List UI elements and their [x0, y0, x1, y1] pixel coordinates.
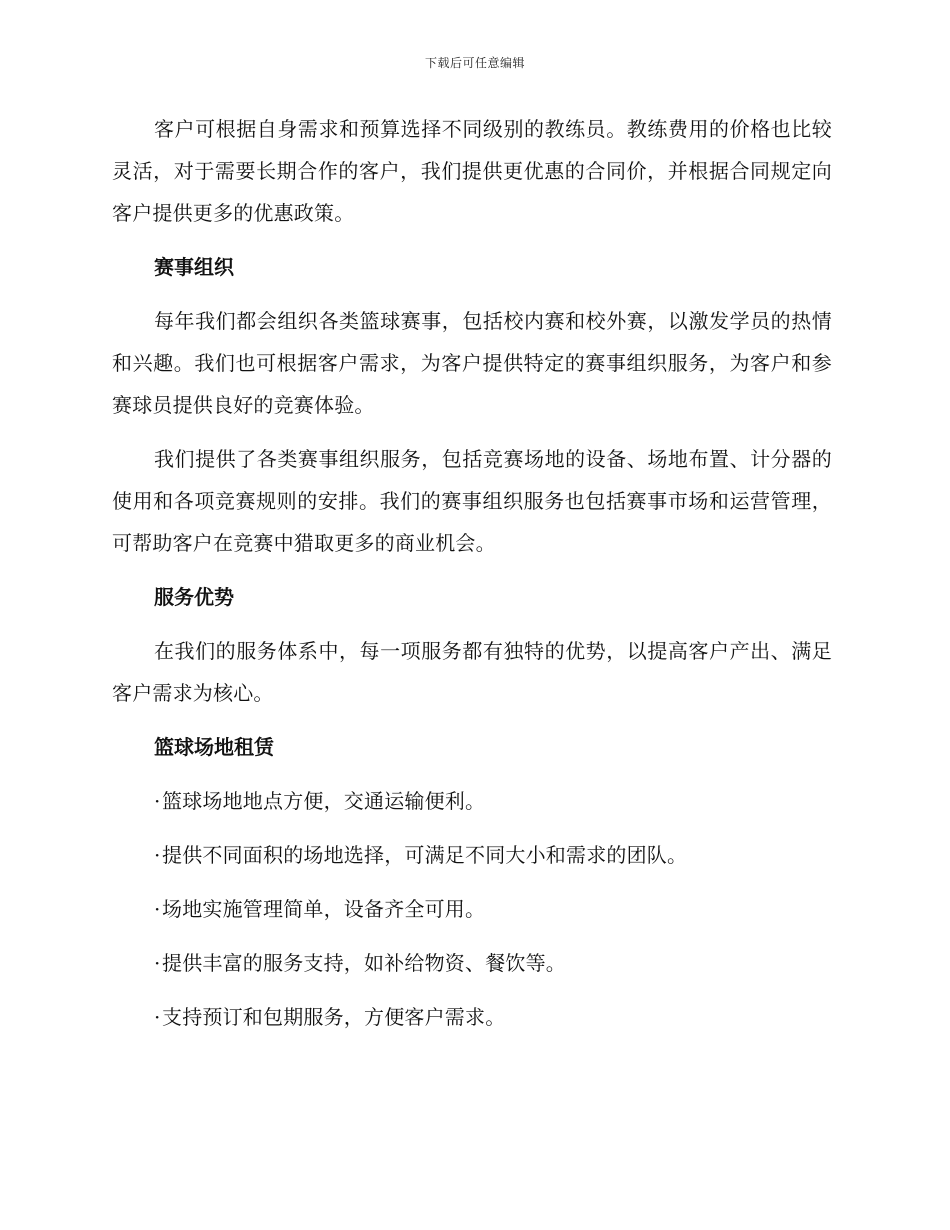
document-body — [112, 108, 832, 1050]
bullet-marker: · — [154, 1005, 161, 1029]
list-item — [112, 942, 832, 984]
list-item-text: 提供不同面积的场地选择，可满足不同大小和需求的团队。 — [162, 843, 688, 867]
list-item — [112, 888, 832, 930]
bullet-marker: · — [154, 951, 161, 975]
bullet-marker: · — [154, 843, 161, 867]
list-item-text: 提供丰富的服务支持，如补给物资、餐饮等。 — [162, 951, 566, 975]
list-item-text: 支持预订和包期服务，方便客户需求。 — [162, 1005, 506, 1029]
list-item-text: 场地实施管理简单，设备齐全可用。 — [162, 897, 486, 921]
page-header: 下载后可任意编辑 — [424, 56, 525, 70]
list-item — [112, 834, 832, 876]
paragraph-events-annual: 每年我们都会组织各类篮球赛事，包括校内赛和校外赛，以激发学员的热情和兴趣。我们也可根据客户需求，为客户提供特定的赛事组织服务，为客户和参赛球员提供良好的竞赛体验。 — [112, 309, 832, 417]
list-item — [112, 780, 832, 822]
paragraph-events-services: 我们提供了各类赛事组织服务，包括竞赛场地的设备、场地布置、计分器的使用和各项竞赛规则的安排。我们的赛事组织服务也包括赛事市场和运营管理，可帮助客户在竞赛中猎取更多的商业机会。 — [112, 447, 832, 555]
paragraph-coach-pricing: 客户可根据自身需求和预算选择不同级别的教练员。教练费用的价格也比较灵活，对于需要长期合作的客户，我们提供更优惠的合同价，并根据合同规定向客户提供更多的优惠政策。 — [112, 117, 832, 225]
paragraph-service-system: 在我们的服务体系中，每一项服务都有独特的优势，以提高客户产出、满足客户需求为核心。 — [112, 639, 832, 705]
bullet-marker: · — [154, 789, 161, 813]
heading-court-rental: 篮球场地租赁 — [154, 735, 274, 759]
list-item-text: 篮球场地地点方便，交通运输便利。 — [162, 789, 486, 813]
heading-event-organization: 赛事组织 — [154, 255, 234, 279]
bullet-marker: · — [154, 897, 161, 921]
heading-service-advantages: 服务优势 — [154, 585, 234, 609]
list-item — [112, 996, 832, 1038]
